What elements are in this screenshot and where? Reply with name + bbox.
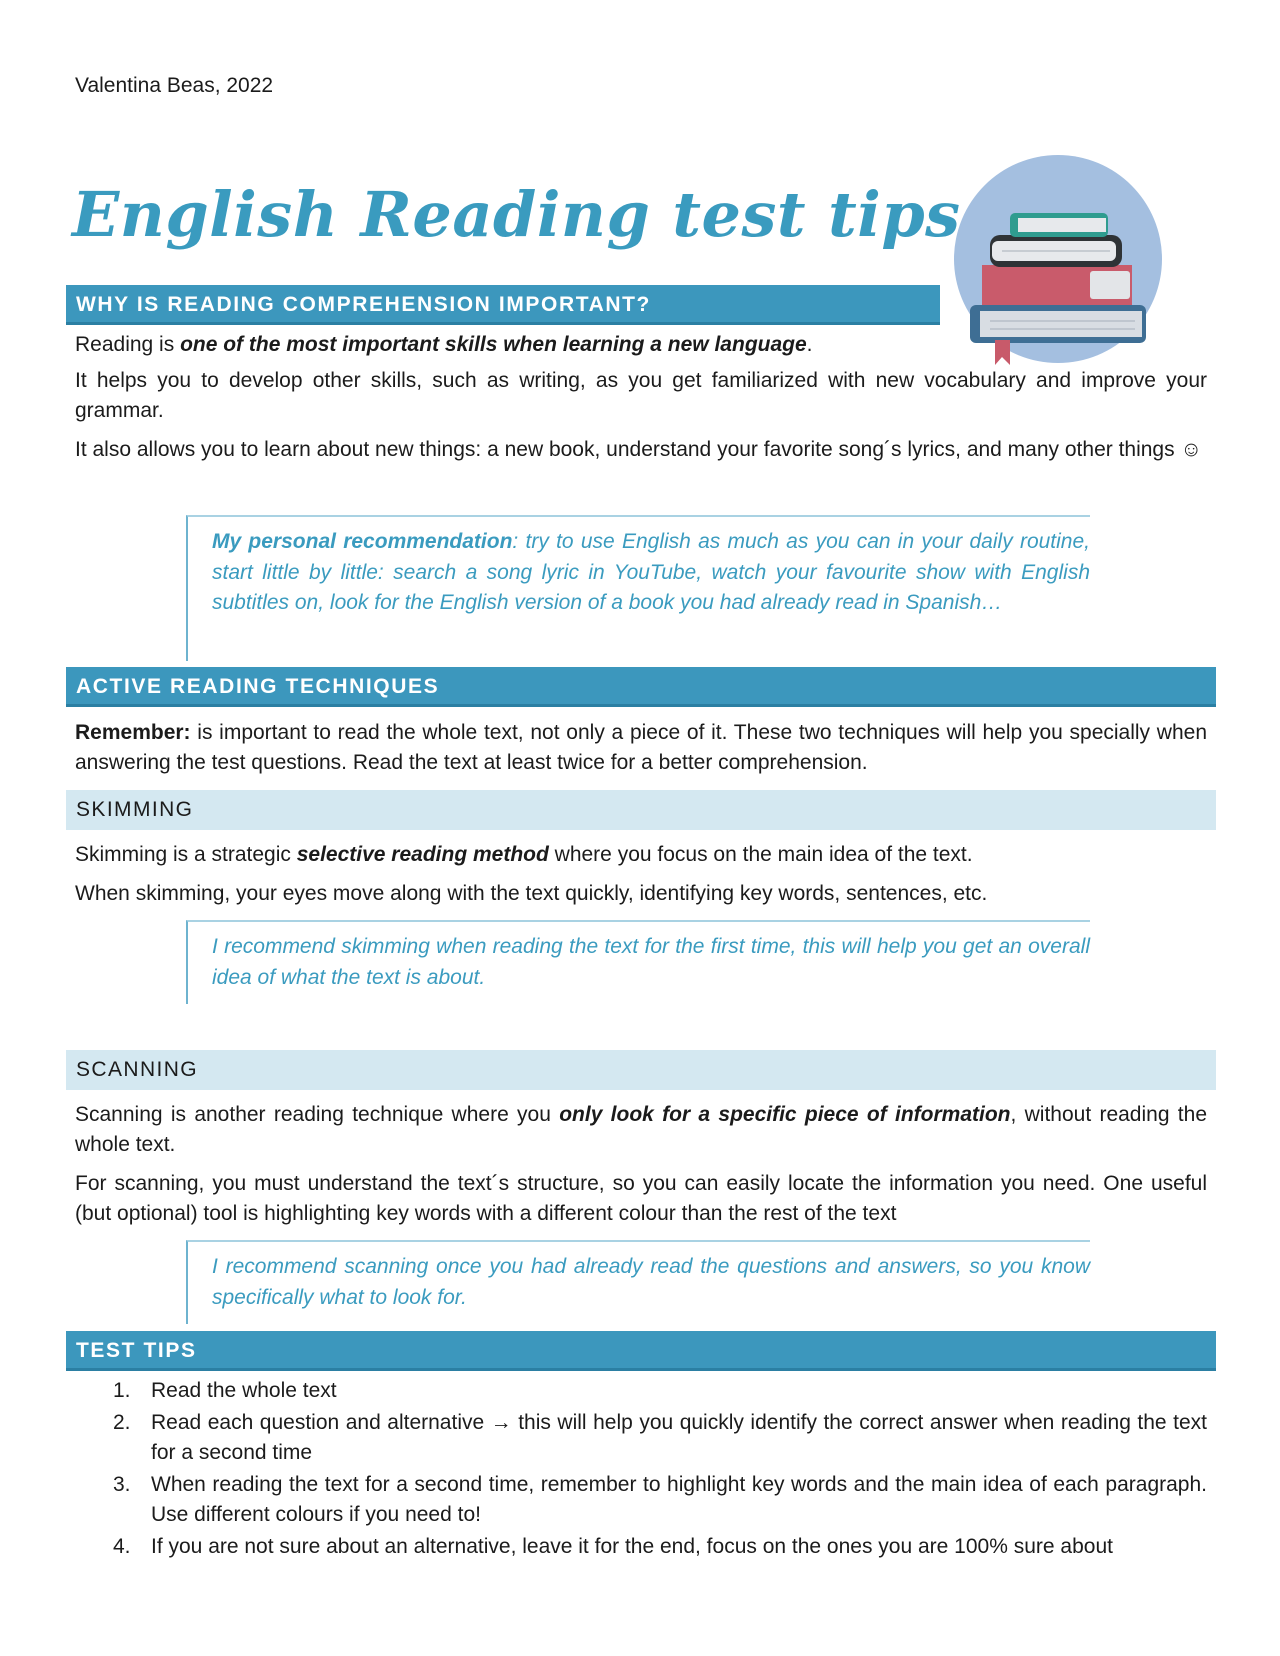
- scanning-callout-text: I recommend scanning once you had already read the questions and answers, so you know specifically what to look for.: [212, 1255, 1090, 1309]
- skimming-callout: [186, 920, 1090, 1004]
- subheading-skimming: SKIMMING: [66, 790, 1216, 830]
- why-paragraph-3: It also allows you to learn about new things: a new book, understand your favorite song´s lyrics, and many other things ☺: [75, 438, 1202, 461]
- page-title: English Reading test tips: [72, 178, 961, 251]
- scanning-paragraph-1: Scanning is another reading technique where you only look for a specific piece of information, without reading the whole text.: [75, 1103, 1208, 1156]
- scanning-callout: [186, 1240, 1090, 1324]
- section-heading-active-reading: ACTIVE READING TECHNIQUES: [66, 667, 1216, 707]
- author-line: Valentina Beas, 2022: [75, 74, 274, 97]
- list-item: 1. Read the whole text: [113, 1379, 337, 1402]
- test-tips-list: [75, 1376, 1207, 1564]
- list-item: 2. Read each question and alternative → this will help you quickly identify the correct answer when reading the text for a second time: [113, 1411, 1207, 1464]
- section-heading-why: WHY IS READING COMPREHENSION IMPORTANT?: [66, 285, 940, 325]
- skimming-paragraph-2: When skimming, your eyes move along with the text quickly, identifying key words, sentences, etc.: [75, 882, 988, 905]
- skimming-paragraph-1: Skimming is a strategic selective reading method where you focus on the main idea of the text.: [75, 843, 973, 866]
- list-item: 3. When reading the text for a second time, remember to highlight key words and the main idea of each paragraph. Use different colours if you need to!: [113, 1473, 1207, 1526]
- list-item: 4. If you are not sure about an alternative, leave it for the end, focus on the ones you are 100% sure about: [113, 1535, 1113, 1558]
- subheading-scanning: SCANNING: [66, 1050, 1216, 1090]
- skimming-callout-text: I recommend skimming when reading the text for the first time, this will help you get an overall idea of what the text is about.: [212, 935, 1090, 989]
- why-paragraph-2: It helps you to develop other skills, such as writing, as you get familiarized with new vocabulary and improve your grammar.: [75, 369, 1207, 422]
- remember-paragraph: Remember: is important to read the whole text, not only a piece of it. These two techniques will help you specially when answering the test questions. Read the text at least twice for a better comprehension.: [75, 721, 1207, 774]
- section-heading-test-tips: TEST TIPS: [66, 1331, 1216, 1371]
- why-paragraph-1: Reading is one of the most important skills when learning a new language.: [75, 333, 813, 356]
- personal-recommendation-callout: [186, 515, 1090, 661]
- scanning-paragraph-2: For scanning, you must understand the text´s structure, so you can easily locate the information you need. One useful (but optional) tool is highlighting key words with a different colour than the rest of the text: [75, 1172, 1207, 1225]
- callout-text: My personal recommendation: try to use English as much as you can in your daily routine, start little by little: search a song lyric in YouTube, watch your favourite show with English subtitles on, look for the English version of a book you had already read in Spanish…: [212, 530, 1090, 614]
